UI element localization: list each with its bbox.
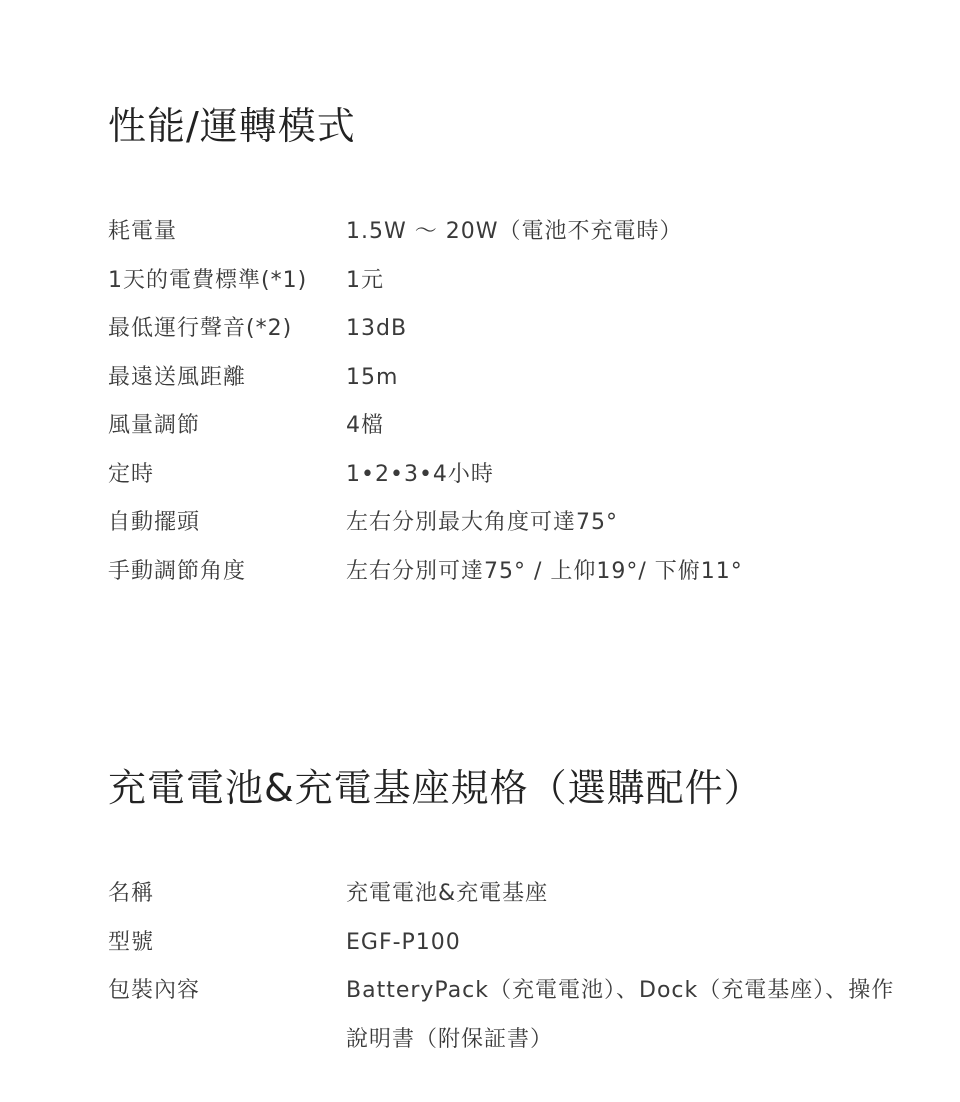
spec-row-power-consumption: [108, 208, 908, 257]
spec-row-model: [108, 919, 908, 968]
spec-row-fan-speed: [108, 402, 908, 451]
spec-label: 1天的電費標準(*1): [108, 267, 308, 293]
spec-label: 名稱: [108, 881, 155, 906]
spec-value: 充電電池&充電基座: [346, 881, 549, 906]
battery-section: [108, 762, 908, 1064]
spec-row-manual-angle: [108, 548, 908, 597]
spec-label: 型號: [108, 929, 155, 955]
spec-value: 左右分別最大角度可達75°: [346, 510, 618, 535]
spec-row-auto-swing: [108, 499, 908, 548]
spec-row-min-noise: [108, 305, 908, 354]
spec-value: EGF-P100: [346, 929, 461, 955]
spec-value: 13dB: [346, 316, 408, 341]
spec-row-package-contents: [108, 967, 908, 1064]
spec-label: 定時: [108, 461, 155, 487]
performance-spec-list: [108, 208, 908, 596]
battery-spec-list: [108, 870, 908, 1064]
spec-label: 包裝內容: [108, 978, 201, 1003]
spec-label: 最遠送風距離: [108, 364, 247, 390]
spec-value: 1.5W ～ 20W（電池不充電時）: [346, 219, 683, 244]
spec-label: 手動調節角度: [108, 558, 247, 584]
spec-label: 風量調節: [108, 413, 201, 438]
spec-row-name: [108, 870, 908, 919]
spec-value: 1元: [346, 267, 384, 293]
spec-label: 自動擺頭: [108, 510, 201, 535]
spec-label: 耗電量: [108, 219, 178, 244]
performance-title: 性能/運轉模式: [108, 104, 356, 148]
spec-row-daily-cost: [108, 257, 908, 306]
battery-title: 充電電池&充電基座規格（選購配件）: [108, 766, 763, 810]
spec-value: 4檔: [346, 413, 384, 438]
spec-label: 最低運行聲音(*2): [108, 316, 293, 341]
spec-value: 15m: [346, 364, 399, 390]
spec-row-timer: [108, 451, 908, 500]
spec-value: 1•2•3•4小時: [346, 461, 494, 487]
spec-value: 左右分別可達75° / 上仰19°/ 下俯11°: [346, 558, 743, 584]
spec-value: BatteryPack（充電電池）、Dock（充電基座）、操作說明書（附保証書）: [346, 978, 895, 1052]
performance-section: [108, 100, 908, 596]
spec-row-max-distance: [108, 354, 908, 403]
